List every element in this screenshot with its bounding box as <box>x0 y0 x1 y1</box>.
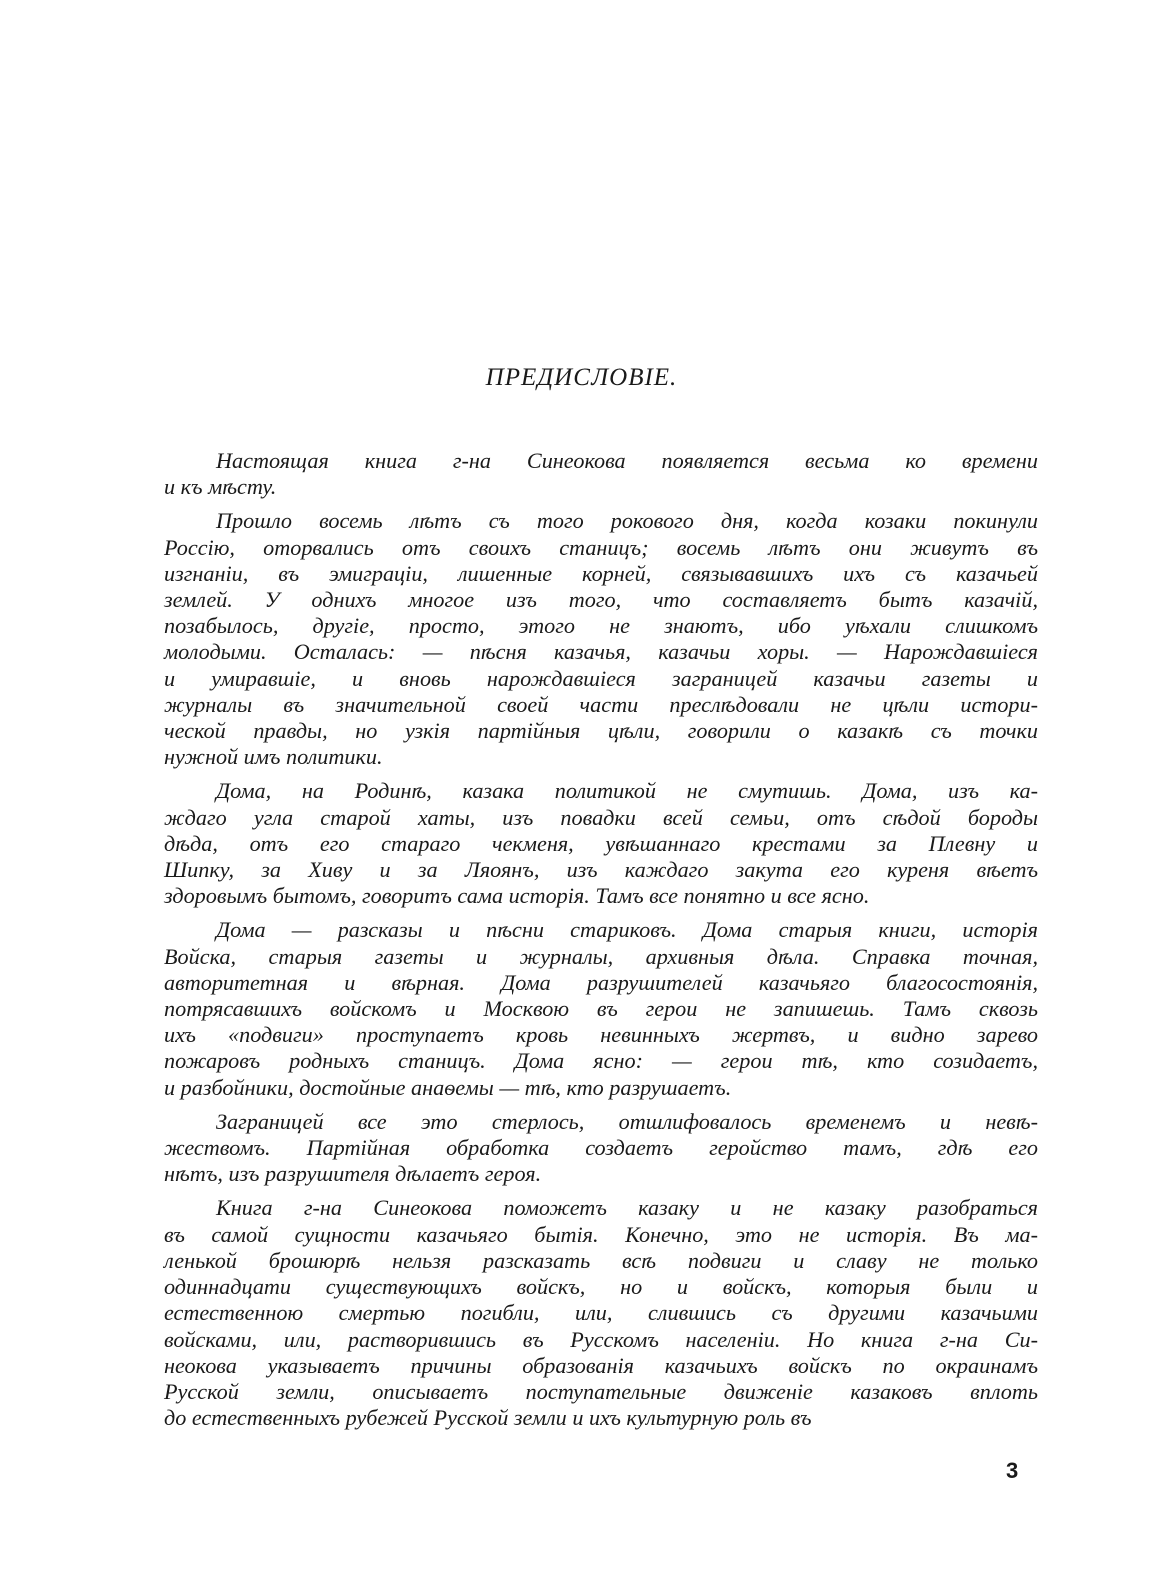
text-line: жествомъ. Партійная обработка создаетъ геройство тамъ, гдѣ его <box>164 1135 1038 1161</box>
text-line: Дома, на Родинѣ, казака политикой не смутишь. Дома, изъ ка- <box>216 778 1038 804</box>
text-line: и къ мѣсту. <box>164 474 277 500</box>
text-line: Книга г-на Синеокова поможетъ казаку и не казаку разобраться <box>216 1195 1038 1221</box>
text-line: неокова указываетъ причины образованія казачьихъ войскъ по окраинамъ <box>164 1352 1038 1378</box>
text-line: журналы въ значительной своей части преслѣдовали не цѣли истори- <box>164 691 1038 717</box>
paragraph <box>164 508 1038 770</box>
text-body <box>164 448 1038 1439</box>
paragraph <box>164 448 1038 500</box>
text-line: въ самой сущности казачьяго бытія. Конечно, это не исторія. Въ ма- <box>164 1221 1038 1247</box>
text-line: молодыми. Осталась: — пѣсня казачья, казачьи хоры. — Нарождавшіеся <box>164 639 1038 665</box>
text-line: Россію, оторвались отъ своихъ станицъ; восемь лѣтъ они живутъ въ <box>164 534 1038 560</box>
page-title: ПРЕДИСЛОВІЕ. <box>485 364 678 391</box>
text-line: пожаровъ родныхъ станицъ. Дома ясно: — герои тѣ, кто созидаетъ, <box>164 1048 1038 1074</box>
text-line: авторитетная и вѣрная. Дома разрушителей казачьяго благосостоянія, <box>164 969 1038 995</box>
text-line: нужной имъ политики. <box>164 744 383 770</box>
text-line: позабылось, другіе, просто, этого не знаютъ, ибо уѣхали слишкомъ <box>164 613 1038 639</box>
text-line: Дома — разсказы и пѣсни стариковъ. Дома старыя книги, исторія <box>216 917 1038 943</box>
text-line: войсками, или, растворившись въ Русскомъ населеніи. Но книга г-на Си- <box>164 1326 1038 1352</box>
text-line: потрясавшихъ войскомъ и Москвою въ герои не запишешь. Тамъ сквозь <box>164 996 1038 1022</box>
text-line: ческой правды, но узкія партійныя цѣли, говорили о казакѣ съ точки <box>164 718 1038 744</box>
text-line: ждаго угла старой хаты, изъ повадки всей семьи, отъ сѣдой бороды <box>164 804 1038 830</box>
text-line: изгнаніи, въ эмиграціи, лишенные корней, связывавшихъ ихъ съ казачьей <box>164 560 1038 586</box>
text-line: ленькой брошюрѣ нельзя разсказать всѣ подвиги и славу не только <box>164 1247 1038 1273</box>
paragraph <box>164 778 1038 909</box>
text-line: Войска, старыя газеты и журналы, архивныя дѣла. Справка точная, <box>164 943 1038 969</box>
text-line: Прошло восемь лѣтъ съ того рокового дня, когда козаки покинули <box>216 508 1038 534</box>
text-line: Шипку, за Хиву и за Ляоянъ, изъ каждаго закута его куреня вѣетъ <box>164 857 1038 883</box>
text-line: здоровымъ бытомъ, говоритъ сама исторія. Тамъ все понятно и все ясно. <box>164 883 870 909</box>
text-line: ихъ «подвиги» проступаетъ кровь невинныхъ жертвъ, и видно зарево <box>164 1022 1038 1048</box>
text-line: Заграницей все это стерлось, отшлифовалось временемъ и невѣ- <box>216 1108 1038 1134</box>
text-line: и разбойники, достойные анаѳемы — тѣ, кто разрушаетъ. <box>164 1074 732 1100</box>
text-line: Русской земли, описываетъ поступательные движеніе казаковъ вплоть <box>164 1378 1038 1404</box>
text-line: до естественныхъ рубежей Русской земли и ихъ культурную роль въ <box>164 1405 812 1431</box>
text-line: естественною смертью погибли, или, слившись съ другими казачьими <box>164 1300 1038 1326</box>
text-line: землей. У однихъ многое изъ того, что составляетъ бытъ казачій, <box>164 587 1038 613</box>
text-line: Настоящая книга г-на Синеокова появляется весьма ко времени <box>216 448 1038 473</box>
text-line: нѣтъ, изъ разрушителя дѣлаетъ героя. <box>164 1161 542 1187</box>
paragraph <box>164 1109 1038 1188</box>
page-number: 3 <box>1006 1458 1019 1483</box>
paragraph <box>164 917 1038 1100</box>
text-line: и умиравшіе, и вновь нарождавшіеся заграницей казачьи газеты и <box>164 665 1038 691</box>
paragraph <box>164 1195 1038 1431</box>
text-line: дѣда, отъ его стараго чекменя, увѣшаннаго крестами за Плевну и <box>164 830 1038 856</box>
text-line: одиннадцати существующихъ войскъ, но и войскъ, которыя были и <box>164 1274 1038 1300</box>
